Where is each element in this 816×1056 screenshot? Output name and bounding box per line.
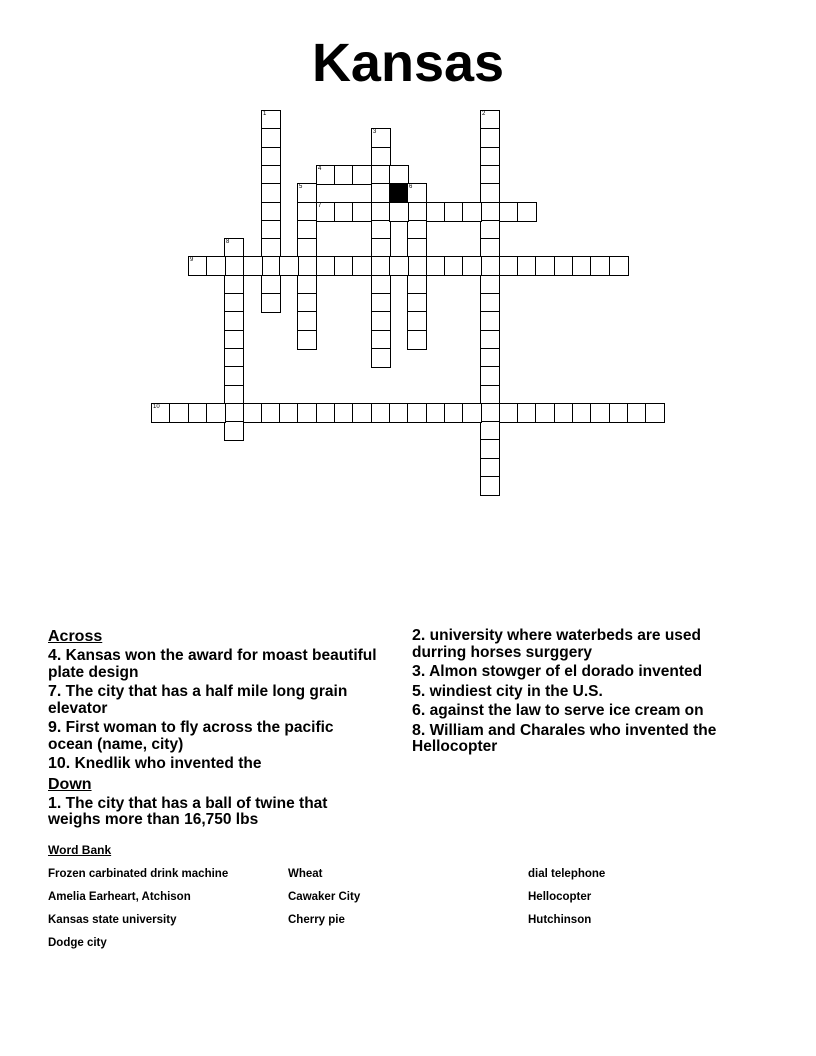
grid-cell[interactable] (499, 202, 519, 222)
grid-cell[interactable] (334, 165, 354, 185)
grid-cell[interactable] (224, 421, 244, 441)
grid-cell[interactable] (371, 220, 391, 240)
grid-cell[interactable] (480, 458, 500, 478)
grid-cell[interactable] (572, 256, 592, 276)
grid-cell[interactable] (371, 147, 391, 167)
grid-cell[interactable] (261, 238, 281, 258)
grid-cell[interactable] (352, 256, 372, 276)
grid-cell[interactable] (224, 238, 244, 258)
grid-cell[interactable] (389, 165, 409, 185)
grid-cell[interactable] (371, 348, 391, 368)
grid-cell[interactable] (517, 202, 537, 222)
grid-cell[interactable] (407, 202, 427, 222)
grid-cell[interactable] (151, 403, 171, 423)
clue-down-5: 5. windiest city in the U.S. (412, 682, 603, 700)
grid-cell[interactable] (261, 147, 281, 167)
grid-cell[interactable] (426, 202, 446, 222)
grid-cell[interactable] (261, 183, 281, 203)
grid-cell[interactable] (224, 385, 244, 405)
clue-down-6: 6. against the law to serve ice cream on (412, 702, 704, 719)
grid-cell[interactable] (480, 403, 500, 423)
grid-cell[interactable] (371, 330, 391, 350)
grid-cell[interactable] (224, 348, 244, 368)
grid-cell[interactable] (316, 403, 336, 423)
grid-cell[interactable] (572, 403, 592, 423)
grid-cell[interactable] (371, 293, 391, 313)
grid-cell[interactable] (261, 275, 281, 295)
clue-number: 7 (318, 203, 322, 209)
grid-cell[interactable] (480, 128, 500, 148)
grid-cell[interactable] (480, 238, 500, 258)
clue-down-3: 3. Almon stowger of el dorado invented (412, 663, 703, 680)
grid-cell[interactable] (480, 165, 500, 185)
word-bank-item: Wheat (288, 868, 323, 880)
grid-cell[interactable] (224, 293, 244, 313)
grid-cell[interactable] (352, 403, 372, 423)
clue-across-10: 10. Knedlik who invented the (48, 755, 262, 772)
clue-number: 3 (373, 129, 377, 135)
blocked-cell (389, 183, 409, 203)
crossword-grid (0, 0, 816, 520)
word-bank-item: Amelia Earheart, Atchison (48, 891, 191, 903)
grid-cell[interactable] (480, 366, 500, 386)
clue-number: 5 (299, 184, 303, 190)
grid-cell[interactable] (261, 403, 281, 423)
word-bank-title: Word Bank (48, 843, 112, 857)
grid-cell[interactable] (645, 403, 665, 423)
grid-cell[interactable] (609, 256, 629, 276)
grid-cell[interactable] (480, 110, 500, 130)
clue-number: 6 (409, 184, 413, 190)
grid-cell[interactable] (297, 330, 317, 350)
grid-cell[interactable] (407, 330, 427, 350)
grid-cell[interactable] (371, 403, 391, 423)
grid-cell[interactable] (297, 256, 317, 276)
grid-cell[interactable] (224, 256, 244, 276)
grid-cell[interactable] (480, 220, 500, 240)
grid-cell[interactable] (480, 202, 500, 222)
clue-down-8: 8. William and Charales who invented the Hellocopter (412, 721, 717, 755)
grid-cell[interactable] (444, 256, 464, 276)
grid-cell[interactable] (261, 110, 281, 130)
word-bank-item: Cherry pie (288, 914, 345, 926)
word-bank-item: dial telephone (528, 868, 606, 880)
grid-cell[interactable] (297, 238, 317, 258)
word-bank-item: Hellocopter (528, 891, 592, 903)
grid-cell[interactable] (316, 202, 336, 222)
grid-cell[interactable] (224, 403, 244, 423)
grid-cell[interactable] (462, 202, 482, 222)
grid-cell[interactable] (297, 293, 317, 313)
word-bank-column-3 (528, 867, 605, 936)
grid-cell[interactable] (297, 275, 317, 295)
grid-cell[interactable] (316, 165, 336, 185)
puzzle-title: Kansas (311, 33, 505, 93)
clue-down-2: 2. university where waterbeds are used durring horses surggery (412, 627, 702, 661)
grid-cell[interactable] (279, 256, 299, 276)
grid-cell[interactable] (407, 220, 427, 240)
grid-cell[interactable] (480, 439, 500, 459)
clue-number: 4 (318, 166, 322, 172)
grid-cell[interactable] (480, 348, 500, 368)
grid-cell[interactable] (334, 403, 354, 423)
grid-cell[interactable] (499, 403, 519, 423)
grid-cell[interactable] (426, 256, 446, 276)
grid-cell[interactable] (480, 293, 500, 313)
grid-cell[interactable] (499, 256, 519, 276)
grid-cell[interactable] (334, 256, 354, 276)
grid-cell[interactable] (224, 311, 244, 331)
clue-number: 9 (190, 257, 194, 263)
grid-cell[interactable] (480, 385, 500, 405)
grid-cell[interactable] (371, 311, 391, 331)
word-bank-column-1 (48, 867, 228, 959)
clue-down-1: 1. The city that has a ball of twine that weighs more than 16,750 lbs (48, 794, 328, 828)
clues-left-column (48, 628, 378, 832)
grid-cell[interactable] (480, 256, 500, 276)
grid-cell[interactable] (462, 256, 482, 276)
grid-cell[interactable] (426, 403, 446, 423)
grid-cell[interactable] (224, 275, 244, 295)
grid-cell[interactable] (224, 366, 244, 386)
down-heading: Down (48, 775, 92, 793)
word-bank-item: Kansas state university (48, 914, 177, 926)
grid-cell[interactable] (371, 202, 391, 222)
grid-cell[interactable] (407, 275, 427, 295)
grid-cell[interactable] (371, 256, 391, 276)
grid-cell[interactable] (297, 311, 317, 331)
clue-across-4: 4. Kansas won the award for moast beautiful plate design (48, 647, 377, 681)
grid-cell[interactable] (188, 256, 208, 276)
word-bank-column-2 (288, 867, 360, 936)
grid-cell[interactable] (389, 202, 409, 222)
word-bank (48, 843, 788, 949)
grid-cell[interactable] (407, 238, 427, 258)
grid-cell[interactable] (224, 330, 244, 350)
grid-cell[interactable] (371, 275, 391, 295)
grid-cell[interactable] (334, 202, 354, 222)
grid-cell[interactable] (480, 476, 500, 496)
grid-cell[interactable] (480, 275, 500, 295)
grid-cell[interactable] (627, 403, 647, 423)
clue-number: 1 (263, 111, 267, 117)
grid-cell[interactable] (480, 330, 500, 350)
clue-number: 2 (482, 111, 486, 117)
grid-cell[interactable] (444, 403, 464, 423)
grid-cell[interactable] (480, 311, 500, 331)
clue-across-7: 7. The city that has a half mile long grain elevator (48, 683, 348, 717)
grid-cell[interactable] (352, 165, 372, 185)
grid-cell[interactable] (407, 183, 427, 203)
grid-cell[interactable] (407, 256, 427, 276)
grid-cell[interactable] (261, 165, 281, 185)
clue-across-9: 9. First woman to fly across the pacific ocean (name, city) (48, 719, 334, 753)
grid-cell[interactable] (535, 403, 555, 423)
grid-cell[interactable] (480, 147, 500, 167)
grid-cell[interactable] (517, 256, 537, 276)
grid-cell[interactable] (480, 421, 500, 441)
grid-cell[interactable] (297, 202, 317, 222)
grid-cell[interactable] (206, 403, 226, 423)
grid-cell[interactable] (609, 403, 629, 423)
grid-cell[interactable] (444, 202, 464, 222)
grid-cell[interactable] (480, 183, 500, 203)
word-bank-item: Frozen carbinated drink machine (48, 868, 229, 880)
grid-cell[interactable] (316, 256, 336, 276)
grid-cell[interactable] (188, 403, 208, 423)
grid-cell[interactable] (297, 183, 317, 203)
grid-cell[interactable] (462, 403, 482, 423)
grid-cell[interactable] (169, 403, 189, 423)
grid-cell[interactable] (590, 256, 610, 276)
clue-number: 10 (153, 404, 160, 410)
grid-cell[interactable] (517, 403, 537, 423)
grid-cell[interactable] (554, 256, 574, 276)
grid-cell[interactable] (279, 403, 299, 423)
word-bank-item: Dodge city (48, 937, 107, 949)
grid-cell[interactable] (371, 238, 391, 258)
grid-cell[interactable] (261, 202, 281, 222)
grid-cell[interactable] (243, 403, 263, 423)
grid-cell[interactable] (243, 256, 263, 276)
grid-cell[interactable] (297, 220, 317, 240)
word-bank-item: Cawaker City (288, 891, 361, 903)
grid-cell[interactable] (590, 403, 610, 423)
grid-cell[interactable] (371, 128, 391, 148)
grid-cell[interactable] (389, 403, 409, 423)
across-heading: Across (48, 628, 103, 645)
grid-cell[interactable] (371, 183, 391, 203)
grid-cell[interactable] (261, 220, 281, 240)
grid-cell[interactable] (297, 403, 317, 423)
grid-cell[interactable] (261, 128, 281, 148)
grid-cell[interactable] (407, 293, 427, 313)
grid-cell[interactable] (371, 165, 391, 185)
grid-cell[interactable] (352, 202, 372, 222)
word-bank-item: Hutchinson (528, 914, 592, 926)
grid-cell[interactable] (407, 403, 427, 423)
grid-cell[interactable] (407, 311, 427, 331)
grid-cell[interactable] (535, 256, 555, 276)
grid-cell[interactable] (206, 256, 226, 276)
grid-cell[interactable] (261, 256, 281, 276)
clues-right-column (412, 628, 742, 759)
clue-number: 8 (226, 239, 230, 245)
grid-cell[interactable] (554, 403, 574, 423)
grid-cell[interactable] (389, 256, 409, 276)
grid-cell[interactable] (261, 293, 281, 313)
